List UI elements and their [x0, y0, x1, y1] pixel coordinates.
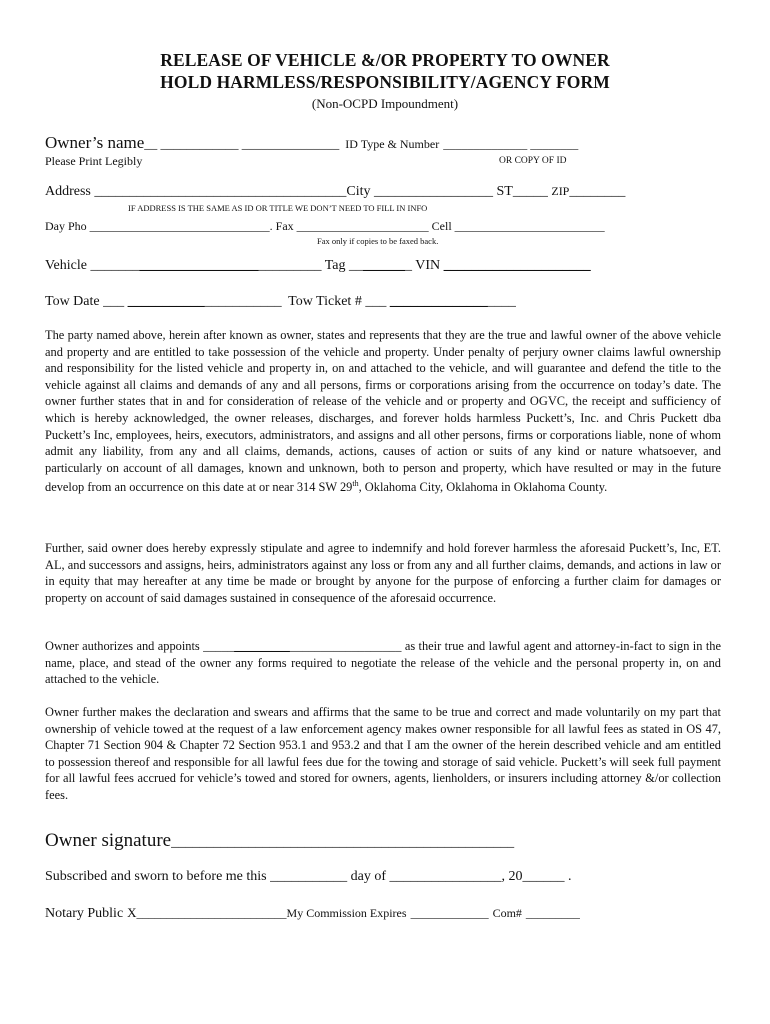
vin-label: VIN	[415, 258, 441, 273]
owner-signature-label: Owner signature	[45, 830, 172, 851]
cell-label: Cell	[431, 219, 452, 233]
owner-name-row	[45, 133, 578, 153]
sworn-row	[45, 869, 572, 885]
tag-field[interactable]: _________	[349, 258, 413, 273]
sworn-year-field[interactable]: ______	[522, 869, 565, 884]
day-phone-field[interactable]: ______________________________	[89, 219, 270, 233]
city-field[interactable]: _________________	[374, 184, 494, 199]
address-label: Address	[45, 184, 91, 199]
notary-public-label: Notary Public	[45, 906, 124, 921]
phone-row: Day Pho ______________________________. Fax ______________________ Cell _________________________	[45, 219, 605, 233]
copy-of-id-note: OR COPY OF ID	[499, 156, 567, 166]
signature-row	[45, 830, 514, 852]
commission-number-field[interactable]: _________	[525, 906, 580, 920]
vehicle-label: Vehicle	[45, 258, 87, 273]
state-label: ST	[496, 184, 513, 199]
notary-signature-field[interactable]: _________________________	[136, 906, 287, 920]
state-field[interactable]: _____	[512, 184, 548, 199]
year-prefix: , 20	[501, 869, 523, 884]
vehicle-field[interactable]: _________________________________	[90, 258, 322, 273]
city-label: City	[346, 184, 371, 199]
form-subtitle: (Non-OCPD Impoundment)	[311, 96, 459, 111]
form-title-line2: HOLD HARMLESS/RESPONSIBILITY/AGENCY FORM	[160, 72, 610, 92]
day-phone-label: Day Pho	[45, 219, 87, 233]
owner-name-label: Owner’s name	[45, 133, 145, 152]
owner-signature-field[interactable]: _________________________________________________	[171, 835, 515, 850]
tow-date-label: Tow Date	[45, 294, 100, 309]
commission-number-label: Com#	[492, 906, 522, 920]
owner-name-field[interactable]: __ ____________ _______________	[144, 136, 340, 151]
id-type-field[interactable]: ______________ ________	[443, 137, 579, 151]
period: .	[568, 869, 572, 884]
address-same-note: IF ADDRESS IS THE SAME AS ID OR TITLE WE DON’T NEED TO FILL IN INFO	[128, 203, 428, 213]
tow-date-field[interactable]: ___ ______________________	[103, 294, 282, 309]
address-field[interactable]: ____________________________________	[94, 184, 347, 199]
agent-name-field[interactable]: _________	[234, 639, 290, 653]
zip-field[interactable]: ________	[569, 184, 626, 199]
tag-label: Tag	[324, 258, 346, 273]
day-of-label: day of	[350, 869, 387, 884]
vehicle-row	[45, 258, 591, 274]
sworn-text: Subscribed and sworn to before me this	[45, 869, 267, 884]
form-title-line1: RELEASE OF VEHICLE &/OR PROPERTY TO OWNER	[160, 50, 610, 70]
fax-label: Fax	[275, 219, 294, 233]
zip-label: ZIP	[551, 184, 570, 198]
fax-field[interactable]: ______________________	[296, 219, 429, 233]
fax-only-note: Fax only if copies to be faxed back.	[317, 236, 439, 246]
id-type-label: ID Type & Number	[345, 137, 440, 151]
notary-row	[45, 904, 580, 922]
tow-row	[45, 294, 516, 310]
sworn-date-field[interactable]: ___________	[270, 869, 348, 884]
declaration-paragraph: Owner further makes the declaration and swears and affirms that the same to be true and correct and made voluntarily on my part that ownership of vehicle towed at the request of a law enforcement agency makes owner responsible for all lawful fees as stated in OS 47, Chapter 71 Section 904 & Chapter 72 Section 953.1 and 953.2 and that I am the owner of the herein described vehicle and am entitled to possession thereof and responsible for all lawful fees due for the towing and storage of said vehicle. Puckett’s will seek full payment for all lawful fees accrued for vehicle’s towed and stored for owners, agents, lienholders, or insurers including attorney &/or collection fees.	[45, 705, 721, 802]
commission-expires-field[interactable]: _____________	[410, 906, 489, 920]
sworn-month-field[interactable]: ________________	[389, 869, 502, 884]
notary-x-mark: X	[127, 905, 137, 920]
print-legibly-note: Please Print Legibly	[45, 154, 143, 168]
cell-field[interactable]: _________________________	[454, 219, 605, 233]
vin-field[interactable]: _____________________	[443, 258, 591, 273]
tow-ticket-field[interactable]: ___ __________________	[365, 294, 516, 309]
commission-expires-label: My Commission Expires	[286, 906, 407, 920]
indemnify-paragraph: Further, said owner does hereby expressly stipulate and agree to indemnify and hold forever harmless the aforesaid Puckett’s, Inc, ET. AL, and successors and assigns, heirs, administrators against any loss or from any and all further claims, demands, and actions in law or in equity that may hereafter at any time be made or brought by anyone for the purpose of enforcing a further claim for damages or property on account of said damages sustained in consequence of the aforesaid occurrence.	[45, 541, 721, 605]
ownership-release-paragraph: The party named above, herein after known as owner, states and represents that they are the true and lawful owner of the above vehicle and property and are entitled to take possession of the vehicle and property. Under penalty of perjury owner claims lawful ownership and responsibility for the listed vehicle and property in, on and attached to the vehicle, and will guarantee and defend the title to the vehicle against all claims and demands of any and all persons, firms or corporations arising from the occurrence on today’s date. The owner further states that in and for consideration of release of the vehicle and or property and OGVC, the receipt and sufficiency of which is hereby acknowledged, the owner releases, discharges, and forever holds harmless Puckett’s, Inc. and Chris Puckett dba Puckett’s Inc, employees, heirs, executors, administrators, and assigns and all other persons, firms or corporations liable, none of whom admit any liability, from any and all claims, demands, actions, causes of action or suits of any kind or nature whatsoever, and particularly on account of all damages, known and unknown, both to person and property, which have resulted or may in the future develop from an occurrence on this date at or near 314 SW 29th, Oklahoma City, Oklahoma in Oklahoma County.	[45, 328, 721, 495]
address-row	[45, 184, 625, 200]
tow-ticket-label: Tow Ticket #	[288, 294, 362, 309]
agent-appointment-paragraph: Owner authorizes and appoints ________________________________ as their true and lawful agent and attorney-in-fact to sign in the name, place, and stead of the owner any forms required to negotiate the release of the vehicle and the personal property in, on and attached to the vehicle.	[45, 639, 721, 687]
